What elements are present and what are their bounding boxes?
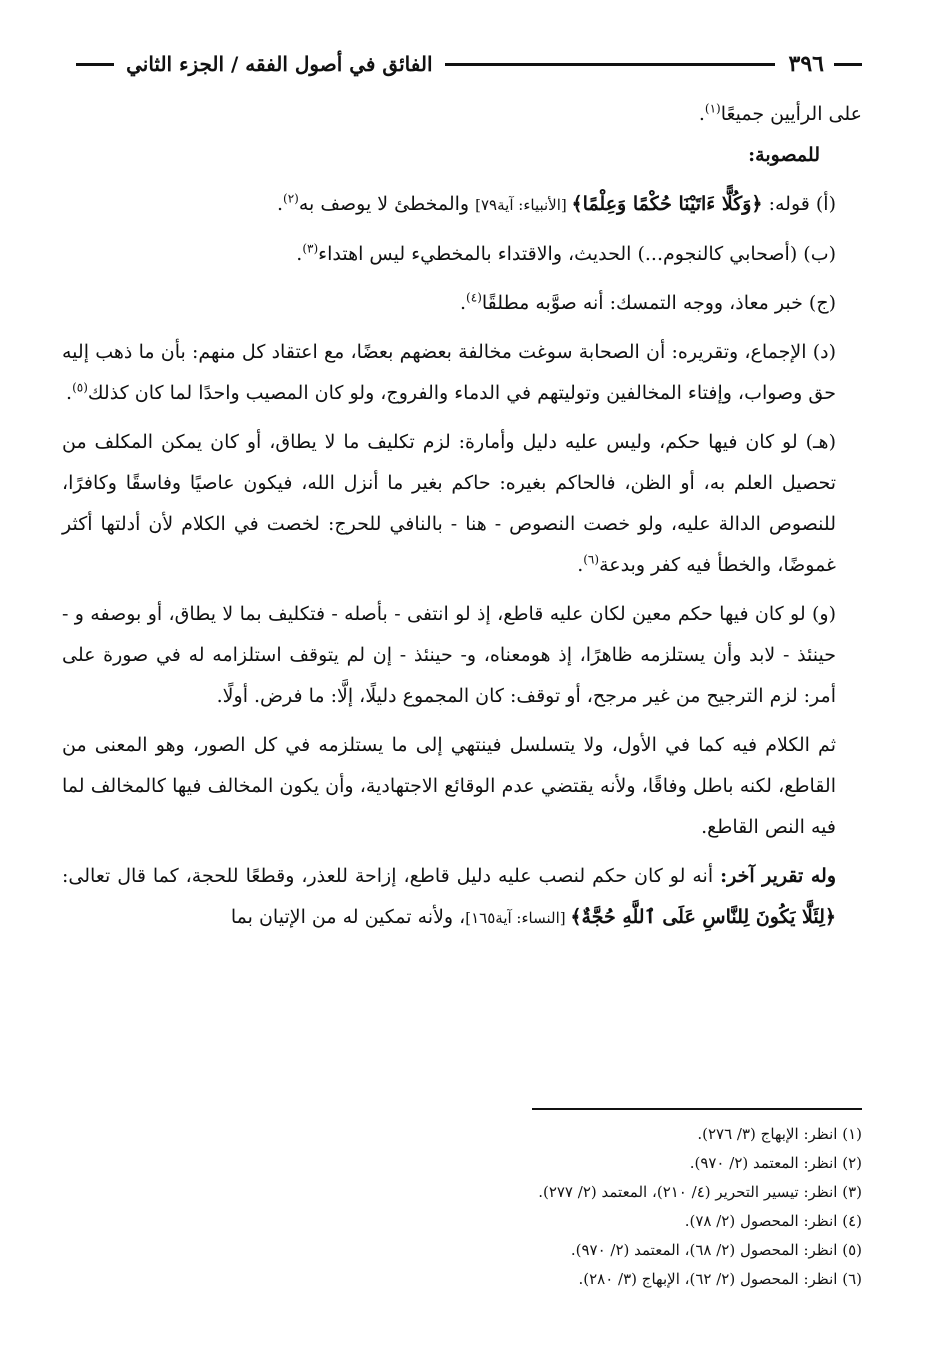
footnote-item: (١) انظر: الإبهاج (٣/ ٢٧٦). [697,1125,862,1143]
paragraph-text: (هـ) لو كان فيها حكم، وليس عليه دليل وأمارة: لزم تكليف ما لا يطاق، أو كان يمكن المكلف من تحصيل العلم به، أو الظن، فالحاكم بغيره: حاكم بغير ما أنزل الله، فيكون عاصيًا وفاسقًا وكافرًا، للنصوص الدالة عليه، ولو خصت النصوص - هنا - بالنافي للحرج: لخصت في الكلام لأن أدلتها أكثر غموضًا، والخطأ فيه كفر وبدعة [62,431,836,576]
footnote-ref: (٥) [72,380,88,395]
main-text [62,94,862,939]
header-rule-left [76,63,114,66]
paragraph-text: (ج) خبر معاذ، ووجه التمسك: أنه صوَّبه مطلقًا [481,292,836,314]
footnote-ref: (٤) [466,290,482,305]
paragraph-text: (أ) قوله: [762,193,836,215]
footnote-item: (٤) انظر: المحصول (٢/ ٧٨). [684,1212,862,1230]
verse-reference: [الأنبياء: آية٧٩] [475,196,572,214]
footnotes [82,1120,862,1294]
paragraph-b: (ب) (أصحابي كالنجوم...) الحديث، والاقتداء بالمخطيء ليس اهتداء$^{(٣)}$. [296,241,836,265]
footnote-item: (٢) انظر: المعتمد (٢/ ٩٧٠). [689,1154,862,1172]
paragraph-c: (ج) خبر معاذ، ووجه التمسك: أنه صوَّبه مطلقًا$^{(٤)}$. [460,290,836,314]
verse-reference: [النساء: آية١٦٥] [465,909,571,927]
paragraph-intro [62,94,862,135]
footnote-ref: (٢) [283,191,299,206]
paragraph-text: والمخطئ لا يوصف به [298,193,476,215]
footnote-item: (٥) انظر: المحصول (٢/ ٦٨)، المعتمد (٢/ ٩٧٠). [570,1241,862,1259]
paragraph-text: (ب) (أصحابي كالنجوم...) الحديث، والاقتداء بالمخطيء ليس اهتداء [318,243,836,265]
running-title: الفائق في أصول الفقه / الجزء الثاني [126,52,433,76]
quran-verse: ﴿لِئَلَّا يَكُونَ لِلنَّاسِ عَلَى ٱللَّهِ حُجَّةٌ﴾ [570,906,836,928]
paragraph-last [62,856,862,939]
footnote-ref: (٦) [583,552,600,567]
footnote-item: (٦) انظر: المحصول (٢/ ٦٢)، الإبهاج (٣/ ٢٨٠). [578,1270,862,1288]
page-header [62,40,862,88]
paragraph-text: . [698,103,705,125]
paragraph-h: (هـ) لو كان فيها حكم، وليس عليه دليل وأمارة: لزم تكليف ما لا يطاق، أو كان يمكن المكلف من تحصيل العلم به، أو الظن، فالحاكم بغيره: حاكم بغير ما أنزل الله، فيكون عاصيًا وفاسقًا وكافرًا، للنصوص الدالة عليه، ولو خصت النصوص - هنا - بالنافي للحرج: لخصت في الكلام لأن أدلتها أكثر غموضًا، والخطأ فيه كفر وبدعة$^{(٦)}$. [62,431,836,576]
paragraph-thumma: ثم الكلام فيه كما في الأول، ولا يتسلسل فينتهي إلى ما يستلزمه في كل الصور، وهو المعنى من القاطع، لكنه باطل وفاقًا، ولأنه يقتضي عدم الوقائع الاجتهادية، وأن يكون المخالف فيها كالمخالف لما فيه النص القاطع. [62,734,836,838]
footnote-ref: (١) [704,101,721,116]
paragraph-text: أنه لو كان حكم لنصب عليه دليل قاطع، إزاحة للعذر، وقطعًا للحجة، كما قال تعالى: [62,865,721,887]
lead-phrase: وله تقرير آخر: [720,865,836,887]
section-heading: للمصوبة: [748,144,820,166]
paragraph-w: (و) لو كان فيها حكم معين لكان عليه قاطع، إذ لو انتفى - بأصله - فتكليف بما لا يطاق، أو بوصفه و - حينئذ - لابد وأن يستلزمه ظاهرًا، إذ هومعناه، و- حينئذ - إن لم يتوقف استلزامه له في صورة على أمر: لزم الترجيح من غير مرجح، أو توقف: كان المجموع دليلًا، إلَّا: ما فرض. أولًا. [62,603,836,707]
quran-verse: ﴿وَكُلًّا ءَاتَيْنَا حُكْمًا وَعِلْمًا﴾ [571,193,763,215]
header-rule-middle [445,63,775,66]
footnote-ref: (٣) [302,241,319,256]
footnote-item: (٣) انظر: تيسير التحرير (٤/ ٢١٠)، المعتمد (٢/ ٢٧٧). [538,1183,862,1201]
paragraph-text: على الرأيين جميعًا [720,103,862,125]
paragraph-d: (د) الإجماع، وتقريره: أن الصحابة سوغت مخالفة بعضهم بعضًا، مع اعتقاد كل منهم: بأن ما ذهب إليه حق وصواب، وإفتاء المخالفين وتوليتهم في الدماء والفروج، ولو كان المصيب واحدًا لما كان كذلك$^{(٥)}$. [62,341,836,404]
page-number: ٣٩٦ [788,51,824,77]
header-rule-right [834,63,862,66]
book-page [62,40,862,1340]
paragraph-text: ، ولأنه تمكين له من الإتيان بما [230,906,466,928]
paragraph-text: (د) الإجماع، وتقريره: أن الصحابة سوغت مخالفة بعضهم بعضًا، مع اعتقاد كل منهم: بأن ما ذهب إليه حق وصواب، وإفتاء المخالفين وتوليتهم في الدماء والفروج، ولو كان المصيب واحدًا لما كان كذلك [62,341,836,404]
footnote-separator [532,1108,862,1110]
paragraph-a: (أ) قوله: ﴿وَكُلًّا ءَاتَيْنَا حُكْمًا وَعِلْمًا﴾ [الأنبياء: آية٧٩] والمخطئ لا يوصف به$^{(٢)}$. [276,191,836,215]
